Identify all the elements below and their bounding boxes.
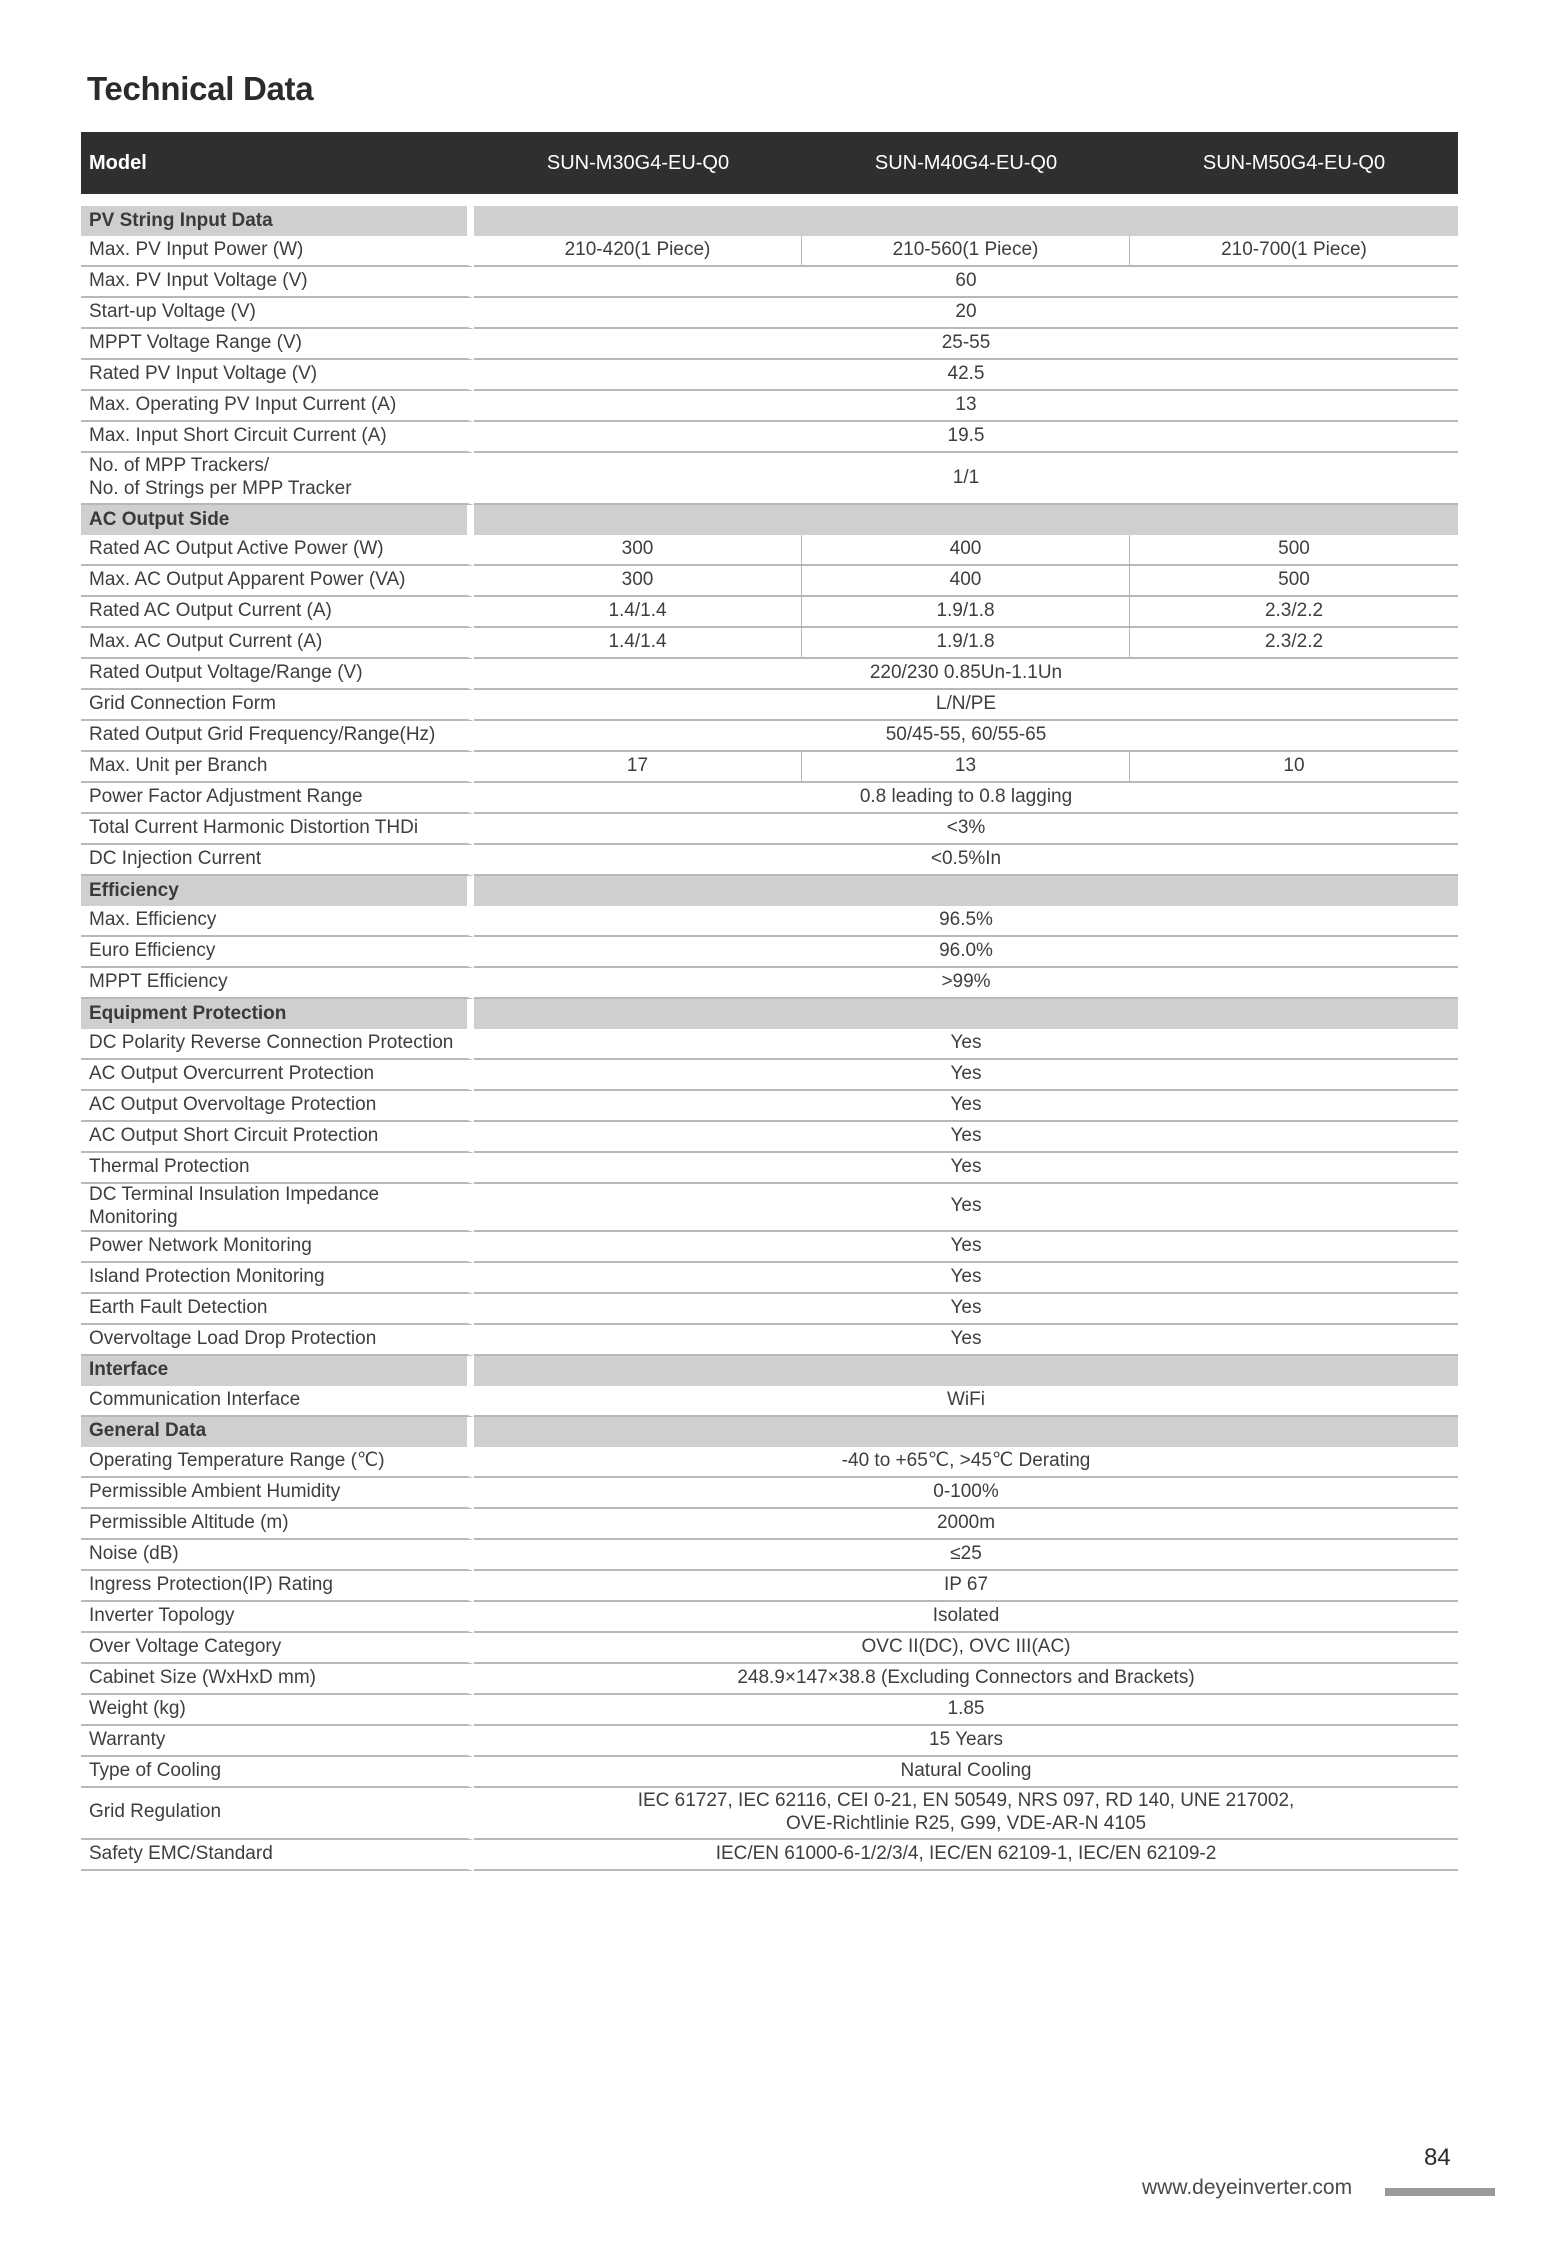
row-value — [474, 906, 1458, 937]
row-value — [474, 1757, 1458, 1788]
technical-data-table — [81, 132, 1458, 1871]
row-value: 1.4/1.4 — [474, 597, 802, 628]
row-label-line: DC Polarity Reverse Connection Protection — [89, 1032, 454, 1054]
row-value-line: 15 Years — [929, 1728, 1003, 1750]
row-label — [81, 236, 474, 267]
row-value: 2.3/2.2 — [1130, 628, 1458, 659]
row-value-line: 0-100% — [933, 1480, 999, 1502]
row-label — [81, 690, 474, 721]
table-row — [81, 1122, 1458, 1153]
row-value: 300 — [474, 535, 802, 566]
row-label — [81, 1478, 474, 1509]
row-value-line: 42.5 — [947, 363, 985, 385]
row-label-line: AC Output Short Circuit Protection — [89, 1125, 379, 1147]
row-value: 500 — [1130, 566, 1458, 597]
row-value-line: WiFi — [947, 1388, 985, 1410]
row-label — [81, 845, 474, 876]
row-value — [474, 1695, 1458, 1726]
table-row — [81, 566, 1458, 597]
row-label-line: Rated PV Input Voltage (V) — [89, 363, 318, 385]
row-value-line: Yes — [950, 1296, 982, 1318]
row-value-line: L/N/PE — [935, 693, 997, 715]
row-value — [474, 1509, 1458, 1540]
row-value-line: 19.5 — [947, 425, 985, 447]
row-value-line: Yes — [950, 1265, 982, 1287]
row-label — [81, 1633, 474, 1664]
table-row — [81, 1232, 1458, 1263]
table-row — [81, 298, 1458, 329]
row-label-line: No. of MPP Trackers/ — [89, 455, 270, 477]
table-row — [81, 329, 1458, 360]
row-value — [474, 1788, 1458, 1840]
row-value — [474, 1122, 1458, 1153]
table-row — [81, 1840, 1458, 1871]
row-value-line: 220/230 0.85Un-1.1Un — [869, 662, 1063, 684]
table-row — [81, 453, 1458, 505]
row-value: 400 — [802, 535, 1130, 566]
row-label — [81, 814, 474, 845]
table-row — [81, 1540, 1458, 1571]
row-label — [81, 659, 474, 690]
table-row — [81, 1325, 1458, 1356]
row-value-line: 1/1 — [952, 466, 980, 488]
row-label — [81, 360, 474, 391]
row-label — [81, 1091, 474, 1122]
table-row — [81, 1184, 1458, 1232]
table-row — [81, 597, 1458, 628]
row-value-line: <3% — [946, 817, 986, 839]
spacer-row — [81, 194, 1458, 206]
model-name: SUN-M50G4-EU-Q0 — [1130, 132, 1458, 194]
row-label-line: Power Factor Adjustment Range — [89, 786, 363, 808]
row-label — [81, 752, 474, 783]
row-value-line: Natural Cooling — [900, 1759, 1032, 1781]
row-value: 10 — [1130, 752, 1458, 783]
row-label — [81, 1571, 474, 1602]
row-value-line: >99% — [941, 971, 991, 993]
table-row — [81, 360, 1458, 391]
row-value — [474, 1263, 1458, 1294]
row-value: 300 — [474, 566, 802, 597]
table-row — [81, 845, 1458, 876]
row-label-line: Max. PV Input Voltage (V) — [89, 270, 308, 292]
section-fill — [474, 206, 1458, 236]
row-value-line: Yes — [950, 1156, 982, 1178]
row-label — [81, 1232, 474, 1263]
row-label — [81, 1509, 474, 1540]
row-label-line: Warranty — [89, 1728, 166, 1750]
row-label — [81, 1153, 474, 1184]
row-label-line: Rated Output Voltage/Range (V) — [89, 662, 363, 684]
row-label-line: Operating Temperature Range (℃) — [89, 1449, 385, 1471]
row-value — [474, 1447, 1458, 1478]
row-value — [474, 391, 1458, 422]
row-label-line: Max. AC Output Apparent Power (VA) — [89, 569, 406, 591]
row-value — [474, 267, 1458, 298]
table-row — [81, 391, 1458, 422]
table-body — [81, 194, 1458, 1871]
row-value-line: 60 — [955, 270, 977, 292]
row-label — [81, 1757, 474, 1788]
footer-url: www.deyeinverter.com — [1142, 2176, 1353, 2199]
row-label-line: Max. Operating PV Input Current (A) — [89, 394, 397, 416]
section-header-row — [81, 505, 1458, 535]
section-title: Efficiency — [81, 876, 474, 906]
row-value — [474, 360, 1458, 391]
row-label — [81, 1540, 474, 1571]
section-fill — [474, 999, 1458, 1029]
row-value — [474, 329, 1458, 360]
row-label-line: Rated AC Output Active Power (W) — [89, 538, 384, 560]
row-label-line: Permissible Altitude (m) — [89, 1511, 289, 1533]
row-value: 210-420(1 Piece) — [474, 236, 802, 267]
table-row — [81, 1294, 1458, 1325]
table-row — [81, 1263, 1458, 1294]
row-value — [474, 937, 1458, 968]
row-value-line: 2000m — [936, 1511, 996, 1533]
row-label — [81, 968, 474, 999]
row-value — [474, 1232, 1458, 1263]
table-row — [81, 1788, 1458, 1840]
row-label — [81, 535, 474, 566]
section-header-row — [81, 1356, 1458, 1386]
row-value-line: IEC/EN 61000-6-1/2/3/4, IEC/EN 62109-1, IEC/EN 62109-2 — [715, 1842, 1217, 1864]
section-fill — [474, 876, 1458, 906]
row-value — [474, 1029, 1458, 1060]
row-label — [81, 783, 474, 814]
footer-bar — [1385, 2188, 1495, 2196]
row-label-line: Euro Efficiency — [89, 940, 216, 962]
table-row — [81, 1029, 1458, 1060]
row-label — [81, 937, 474, 968]
table-row — [81, 1478, 1458, 1509]
row-value — [474, 845, 1458, 876]
row-label-line: Permissible Ambient Humidity — [89, 1480, 341, 1502]
row-label — [81, 1664, 474, 1695]
section-title: PV String Input Data — [81, 206, 474, 236]
table-row — [81, 628, 1458, 659]
row-label — [81, 1447, 474, 1478]
row-label — [81, 1386, 474, 1417]
row-value-line: 0.8 leading to 0.8 lagging — [859, 786, 1073, 808]
row-value — [474, 1091, 1458, 1122]
row-label — [81, 1294, 474, 1325]
row-label-line: Grid Connection Form — [89, 693, 276, 715]
row-value — [474, 1633, 1458, 1664]
row-label-line: Power Network Monitoring — [89, 1234, 312, 1256]
section-title: Interface — [81, 1356, 474, 1386]
row-value-line: Yes — [950, 1094, 982, 1116]
row-value-line: Yes — [950, 1125, 982, 1147]
row-value — [474, 1540, 1458, 1571]
row-label-line: Max. PV Input Power (W) — [89, 239, 304, 261]
row-value: 13 — [802, 752, 1130, 783]
row-value — [474, 814, 1458, 845]
row-label-line: Communication Interface — [89, 1388, 301, 1410]
row-value — [474, 1726, 1458, 1757]
row-value-line: Isolated — [932, 1604, 1000, 1626]
row-value-line: Yes — [950, 1327, 982, 1349]
row-value-line: 13 — [955, 394, 977, 416]
row-label — [81, 267, 474, 298]
table-row — [81, 968, 1458, 999]
row-value — [474, 783, 1458, 814]
row-value-line: 50/45-55, 60/55-65 — [885, 724, 1047, 746]
row-label-line: Cabinet Size (WxHxD mm) — [89, 1666, 316, 1688]
model-name: SUN-M40G4-EU-Q0 — [802, 132, 1130, 194]
row-label — [81, 1695, 474, 1726]
row-value — [474, 453, 1458, 505]
row-label-line: Total Current Harmonic Distortion THDi — [89, 817, 419, 839]
page-number: 84 — [1424, 2144, 1451, 2171]
row-value — [474, 659, 1458, 690]
row-label — [81, 721, 474, 752]
row-value — [474, 1184, 1458, 1232]
section-title: General Data — [81, 1417, 474, 1447]
row-value — [474, 690, 1458, 721]
table-row — [81, 1153, 1458, 1184]
row-label-line: MPPT Efficiency — [89, 971, 228, 993]
page-title: Technical Data — [87, 70, 314, 107]
row-value — [474, 1325, 1458, 1356]
row-label-line: Max. Input Short Circuit Current (A) — [89, 425, 387, 447]
row-value-line: Yes — [950, 1063, 982, 1085]
row-value-line: IEC 61727, IEC 62116, CEI 0-21, EN 50549, NRS 097, RD 140, UNE 217002, — [637, 1789, 1295, 1811]
row-value: 210-560(1 Piece) — [802, 236, 1130, 267]
row-value — [474, 422, 1458, 453]
table-row — [81, 1695, 1458, 1726]
section-fill — [474, 1356, 1458, 1386]
table-row — [81, 236, 1458, 267]
row-label — [81, 597, 474, 628]
row-label-line: Over Voltage Category — [89, 1635, 282, 1657]
row-value-line: Yes — [950, 1234, 982, 1256]
row-label-line: Max. AC Output Current (A) — [89, 631, 323, 653]
section-header-row — [81, 999, 1458, 1029]
row-value: 400 — [802, 566, 1130, 597]
row-value — [474, 1664, 1458, 1695]
row-label-line: Noise (dB) — [89, 1542, 179, 1564]
row-value — [474, 1294, 1458, 1325]
row-label-line: DC Injection Current — [89, 848, 262, 870]
table-row — [81, 267, 1458, 298]
row-value — [474, 1060, 1458, 1091]
row-label-line: Max. Unit per Branch — [89, 755, 268, 777]
row-value: 210-700(1 Piece) — [1130, 236, 1458, 267]
row-value: 17 — [474, 752, 802, 783]
table-row — [81, 752, 1458, 783]
table-row — [81, 1509, 1458, 1540]
section-header-row — [81, 206, 1458, 236]
table-row — [81, 1633, 1458, 1664]
row-label-line: Weight (kg) — [89, 1697, 186, 1719]
row-value — [474, 721, 1458, 752]
table-row — [81, 906, 1458, 937]
model-header: Model — [81, 132, 474, 194]
row-label-line: AC Output Overcurrent Protection — [89, 1063, 375, 1085]
row-label-line: Thermal Protection — [89, 1156, 250, 1178]
table-row — [81, 659, 1458, 690]
row-label-line: Inverter Topology — [89, 1604, 235, 1626]
table-row — [81, 422, 1458, 453]
table-row — [81, 1091, 1458, 1122]
row-value — [474, 1571, 1458, 1602]
row-label — [81, 1184, 474, 1232]
row-value — [474, 1478, 1458, 1509]
row-value-line: 25-55 — [941, 332, 991, 354]
row-label — [81, 1263, 474, 1294]
row-label — [81, 1602, 474, 1633]
row-label — [81, 298, 474, 329]
row-label-line: Grid Regulation — [89, 1801, 222, 1823]
table-row — [81, 814, 1458, 845]
row-label — [81, 1122, 474, 1153]
row-label-line: AC Output Overvoltage Protection — [89, 1094, 377, 1116]
row-value — [474, 298, 1458, 329]
row-value: 1.9/1.8 — [802, 628, 1130, 659]
row-label — [81, 453, 474, 505]
row-label-line: Max. Efficiency — [89, 909, 217, 931]
row-label — [81, 1060, 474, 1091]
row-label-line: Island Protection Monitoring — [89, 1265, 325, 1287]
row-value — [474, 1602, 1458, 1633]
row-label — [81, 1788, 474, 1840]
row-value — [474, 1386, 1458, 1417]
row-value — [474, 1153, 1458, 1184]
row-label-line: Type of Cooling — [89, 1759, 222, 1781]
section-title: Equipment Protection — [81, 999, 474, 1029]
row-value — [474, 1840, 1458, 1871]
row-value-line: OVE-Richtlinie R25, G99, VDE-AR-N 4105 — [785, 1812, 1147, 1834]
row-label-line: Start-up Voltage (V) — [89, 301, 256, 323]
table-row — [81, 783, 1458, 814]
table-row — [81, 1571, 1458, 1602]
row-label — [81, 1840, 474, 1871]
table-row — [81, 1386, 1458, 1417]
row-value-line: 1.85 — [947, 1697, 985, 1719]
table-row — [81, 1447, 1458, 1478]
row-value-line: 248.9×147×38.8 (Excluding Connectors and Brackets) — [737, 1666, 1195, 1688]
table-row — [81, 937, 1458, 968]
row-value: 500 — [1130, 535, 1458, 566]
row-label — [81, 329, 474, 360]
row-label — [81, 422, 474, 453]
section-fill — [474, 1417, 1458, 1447]
table-header-row — [81, 132, 1458, 194]
row-value-line: <0.5%In — [930, 848, 1002, 870]
row-value-line: IP 67 — [943, 1573, 989, 1595]
row-value-line: ≤25 — [950, 1542, 982, 1564]
table-row — [81, 535, 1458, 566]
row-label-line: Safety EMC/Standard — [89, 1842, 273, 1864]
row-label-line: Overvoltage Load Drop Protection — [89, 1327, 377, 1349]
model-name: SUN-M30G4-EU-Q0 — [474, 132, 802, 194]
row-label-line: Rated Output Grid Frequency/Range(Hz) — [89, 724, 436, 746]
row-value-line: 96.0% — [939, 940, 993, 962]
row-value-line: Yes — [950, 1195, 982, 1217]
row-label-line: No. of Strings per MPP Tracker — [89, 478, 352, 499]
row-label-line: DC Terminal Insulation Impedance Monitoring — [89, 1184, 380, 1228]
section-header-row — [81, 876, 1458, 906]
table-row — [81, 721, 1458, 752]
row-label-line: MPPT Voltage Range (V) — [89, 332, 302, 354]
table-row — [81, 1726, 1458, 1757]
table-row — [81, 1602, 1458, 1633]
row-value-line: 20 — [955, 301, 977, 323]
row-label — [81, 1325, 474, 1356]
row-label — [81, 1029, 474, 1060]
row-value: 1.9/1.8 — [802, 597, 1130, 628]
row-value-line: 96.5% — [939, 909, 993, 931]
section-header-row — [81, 1417, 1458, 1447]
spacer-cell — [81, 194, 1458, 206]
row-label-line: Ingress Protection(IP) Rating — [89, 1573, 333, 1595]
row-value-line: OVC II(DC), OVC III(AC) — [861, 1635, 1071, 1657]
section-fill — [474, 505, 1458, 535]
row-label-line: Earth Fault Detection — [89, 1296, 268, 1318]
table-row — [81, 1664, 1458, 1695]
row-value — [474, 968, 1458, 999]
row-value-line: -40 to +65℃, >45℃ Derating — [841, 1449, 1091, 1471]
section-title: AC Output Side — [81, 505, 474, 535]
row-label — [81, 906, 474, 937]
row-label-line: Rated AC Output Current (A) — [89, 600, 332, 622]
table-row — [81, 1757, 1458, 1788]
row-label — [81, 566, 474, 597]
row-label — [81, 1726, 474, 1757]
row-label — [81, 391, 474, 422]
table-row — [81, 690, 1458, 721]
row-value-line: Yes — [950, 1032, 982, 1054]
row-value: 2.3/2.2 — [1130, 597, 1458, 628]
table-row — [81, 1060, 1458, 1091]
row-label — [81, 628, 474, 659]
row-value: 1.4/1.4 — [474, 628, 802, 659]
